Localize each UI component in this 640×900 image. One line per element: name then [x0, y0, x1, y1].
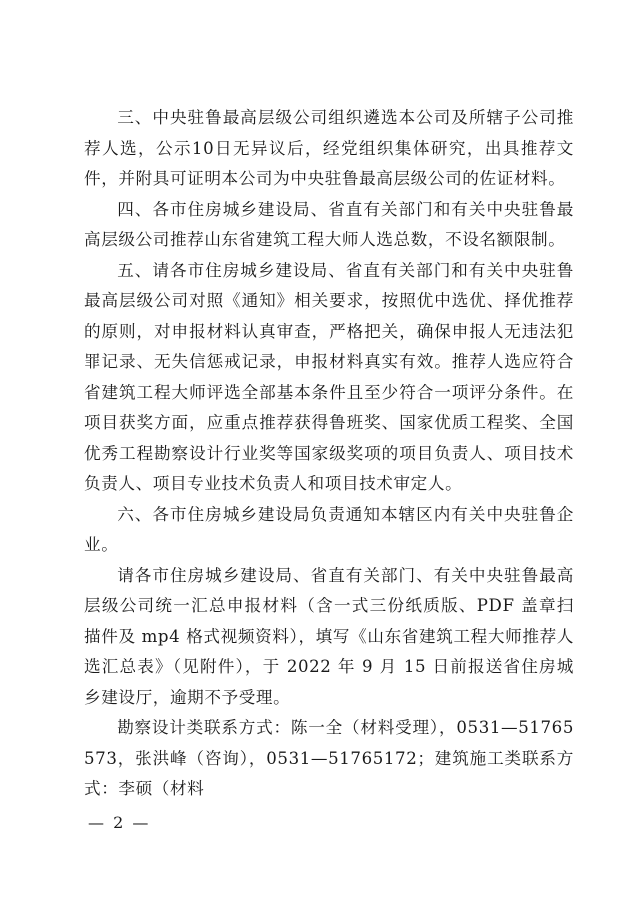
paragraph-item-5: 五、请各市住房城乡建设局、省直有关部门和有关中央驻鲁最高层级公司对照《通知》相关要求，按照优中选优、择优推荐的原则，对申报材料认真审查，严格把关，确保申报人无违法犯罪记录、无失信惩戒记录，申报材料真实有效。推荐人选应符合省建筑工程大师评选全部基本条件且至少符合一项评分条件。在项目获奖方面，应重点推荐获得鲁班奖、国家优质工程奖、全国优秀工程勘察设计行业奖等国家级奖项的项目负责人、项目技术负责人、项目专业技术负责人和项目技术审定人。 — [84, 260, 574, 493]
document-body — [84, 103, 574, 805]
paragraph-contact-info: 勘察设计类联系方式：陈一全（材料受理），0531—51765573，张洪峰（咨询），0531—51765172；建筑施工类联系方式：李硕（材料 — [84, 718, 574, 798]
page-number: — 2 — — [88, 813, 151, 832]
paragraph-item-3: 三、中央驻鲁最高层级公司组织遴选本公司及所辖子公司推荐人选，公示10日无异议后，经党组织集体研究，出具推荐文件，并附具可证明本公司为中央驻鲁最高层级公司的佐证材料。 — [84, 108, 574, 188]
paragraph-submission-request: 请各市住房城乡建设局、省直有关部门、有关中央驻鲁最高层级公司统一汇总申报材料（含一式三份纸质版、PDF 盖章扫描件及 mp4 格式视频资料），填写《山东省建筑工程大师推荐人选汇总表》（见附件），于 2022 年 9 月 15 日前报送省住房城乡建设厅，逾期不予受理。 — [84, 565, 574, 707]
paragraph-item-4: 四、各市住房城乡建设局、省直有关部门和有关中央驻鲁最高层级公司推荐山东省建筑工程大师人选总数，不设名额限制。 — [84, 199, 574, 249]
paragraph-item-6: 六、各市住房城乡建设局负责通知本辖区内有关中央驻鲁企业。 — [84, 504, 574, 554]
